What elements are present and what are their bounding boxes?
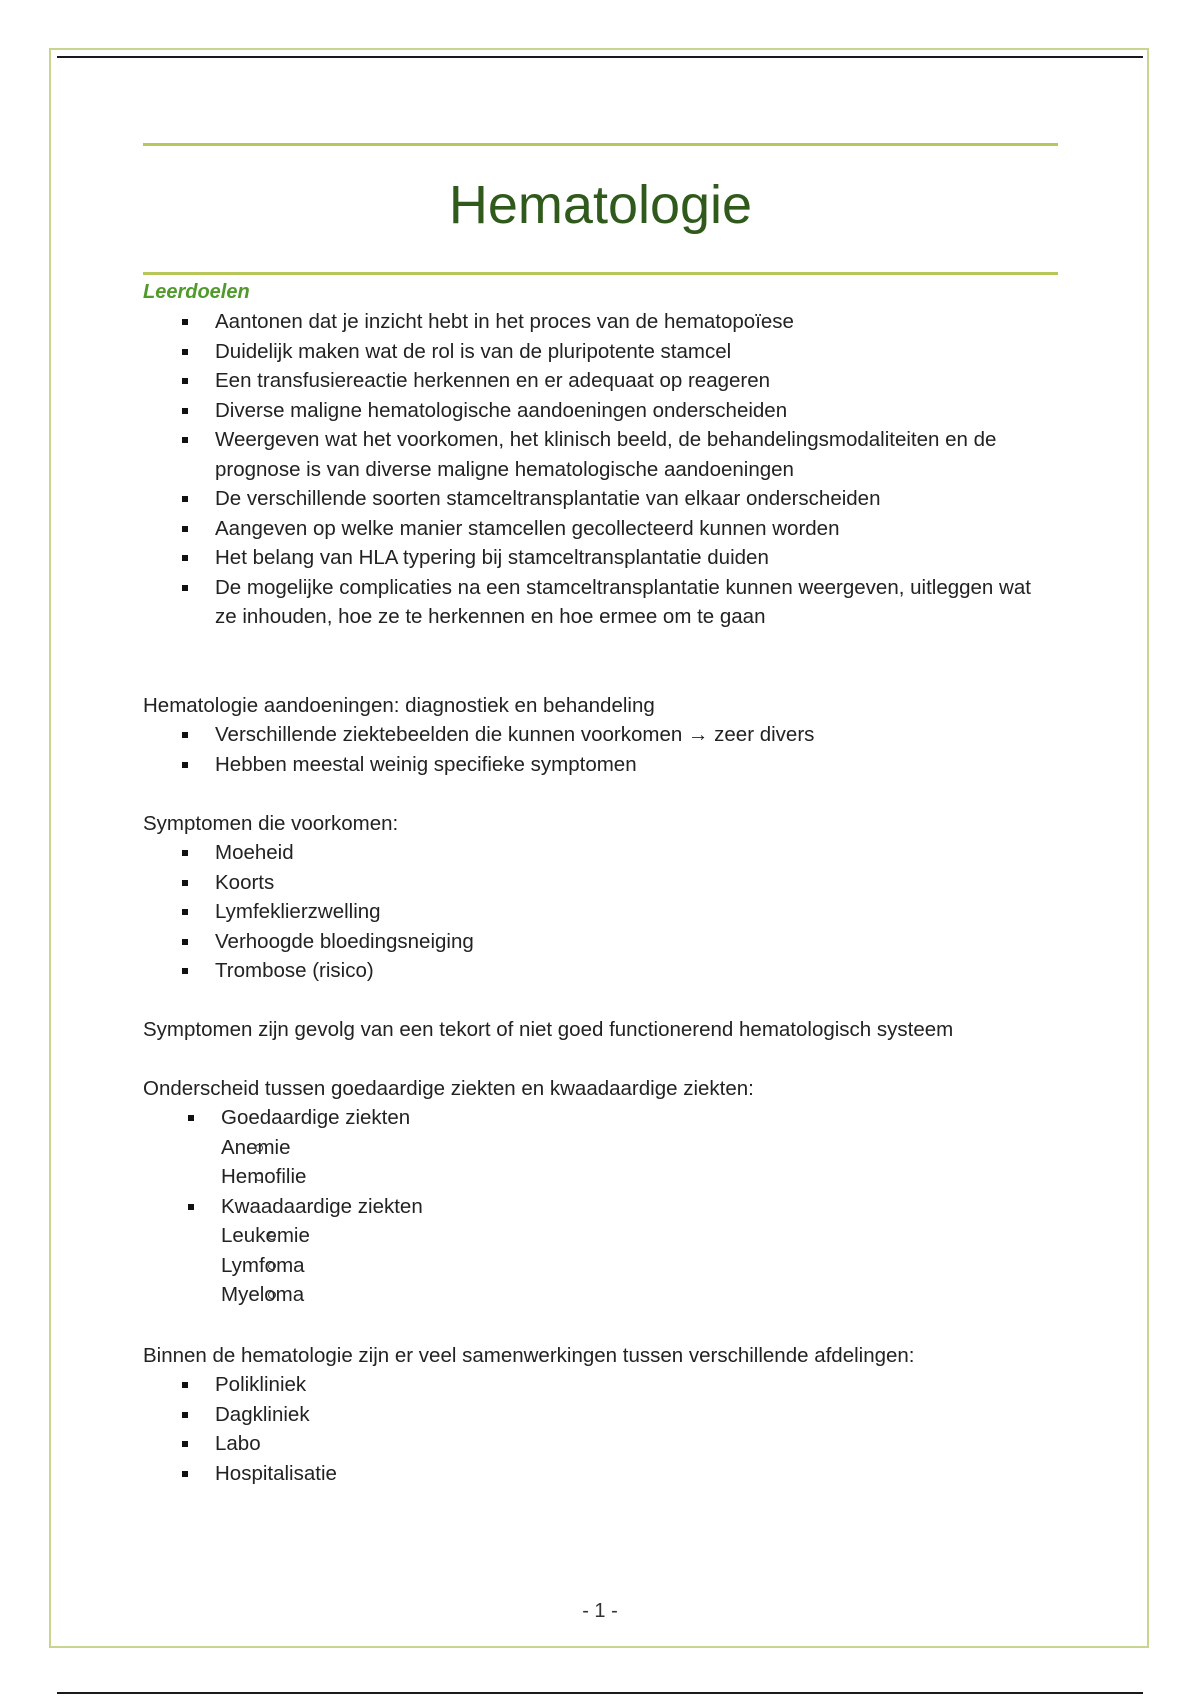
classification-list xyxy=(143,1103,1058,1310)
top-rule xyxy=(57,56,1143,58)
list-item: Kwaadaardige ziekten Leukemie Lymfoma Myeloma xyxy=(143,1192,1058,1310)
circle-bullet-icon xyxy=(255,1173,263,1181)
bullet-icon xyxy=(182,496,188,502)
classification-intro: Onderscheid tussen goedaardige ziekten en kwaadaardige ziekten: xyxy=(143,1077,754,1100)
benign-list xyxy=(143,1133,1058,1192)
bullet-icon xyxy=(188,1115,194,1121)
bullet-icon xyxy=(182,909,188,915)
circle-bullet-icon xyxy=(268,1232,276,1240)
page-number: - 1 - xyxy=(582,1600,618,1622)
list-item: Weergeven wat het voorkomen, het klinisch beeld, de behandelingsmodaliteiten en de prognose is van diverse maligne hematologische aandoeningen xyxy=(143,425,1058,484)
list-item: Goedaardige ziekten Anemie Hemofilie xyxy=(143,1103,1058,1192)
circle-bullet-icon xyxy=(268,1262,276,1270)
bullet-icon xyxy=(182,1471,188,1477)
list-item: Dagkliniek xyxy=(143,1400,1058,1430)
bullet-icon xyxy=(182,526,188,532)
learning-goals-list xyxy=(143,307,1058,632)
bullet-icon xyxy=(182,850,188,856)
bullet-icon xyxy=(182,585,188,591)
title-rule-bottom xyxy=(143,272,1058,275)
list-item: Het belang van HLA typering bij stamceltransplantatie duiden xyxy=(143,543,1058,573)
list-item: Hospitalisatie xyxy=(143,1459,1058,1489)
bullet-icon xyxy=(182,555,188,561)
page-title: Hematologie xyxy=(448,175,753,235)
circle-bullet-icon xyxy=(255,1144,263,1152)
diagnostics-list xyxy=(143,720,1058,779)
bullet-icon xyxy=(182,1441,188,1447)
bullet-icon xyxy=(182,968,188,974)
list-item: Hemofilie xyxy=(221,1165,307,1188)
list-item: De verschillende soorten stamceltransplantatie van elkaar onderscheiden xyxy=(143,484,1058,514)
malignant-list xyxy=(143,1221,1058,1310)
list-item: Lymfeklierzwelling xyxy=(143,897,1058,927)
circle-bullet-icon xyxy=(268,1291,276,1299)
list-item: Myeloma xyxy=(221,1283,305,1306)
bullet-icon xyxy=(182,378,188,384)
list-item: Lymfoma xyxy=(221,1253,305,1277)
collaboration-intro: Binnen de hematologie zijn er veel samenwerkingen tussen verschillende afdelingen: xyxy=(143,1344,915,1367)
bullet-icon xyxy=(182,1412,188,1418)
list-item: Aantonen dat je inzicht hebt in het proces van de hematopoïese xyxy=(143,307,1058,337)
bullet-icon xyxy=(182,319,188,325)
title-rule-top xyxy=(143,143,1058,146)
learning-goals-heading: Leerdoelen xyxy=(143,281,250,303)
list-item: Trombose (risico) xyxy=(143,956,1058,986)
list-item: Diverse maligne hematologische aandoeningen onderscheiden xyxy=(143,396,1058,426)
list-item: Leukemie xyxy=(221,1224,310,1247)
bullet-icon xyxy=(182,437,188,443)
bullet-icon xyxy=(182,880,188,886)
list-item: Hebben meestal weinig specifieke symptomen xyxy=(143,750,1058,780)
bullet-icon xyxy=(182,1382,188,1388)
list-item: Duidelijk maken wat de rol is van de pluripotente stamcel xyxy=(143,337,1058,367)
bullet-icon xyxy=(188,1204,194,1210)
symptoms-cause: Symptomen zijn gevolg van een tekort of niet goed functionerend hematologisch systeem xyxy=(143,1018,954,1041)
bottom-rule xyxy=(57,1692,1143,1694)
list-item: Anemie xyxy=(221,1135,291,1159)
list-item: Koorts xyxy=(143,868,1058,898)
list-item: Aangeven op welke manier stamcellen gecollecteerd kunnen worden xyxy=(143,514,1058,544)
list-item: Labo xyxy=(143,1429,1058,1459)
collaboration-list xyxy=(143,1370,1058,1488)
symptoms-intro: Symptomen die voorkomen: xyxy=(143,812,399,835)
diagnostics-intro: Hematologie aandoeningen: diagnostiek en behandeling xyxy=(143,694,655,717)
bullet-icon xyxy=(182,762,188,768)
list-item: Verschillende ziektebeelden die kunnen voorkomen → zeer divers xyxy=(143,720,1058,750)
list-item: Een transfusiereactie herkennen en er adequaat op reageren xyxy=(143,366,1058,396)
bullet-icon xyxy=(182,939,188,945)
list-item: Verhoogde bloedingsneiging xyxy=(143,927,1058,957)
list-item: De mogelijke complicaties na een stamceltransplantatie kunnen weergeven, uitleggen wat ze inhouden, hoe ze te herkennen en hoe ermee om te gaan xyxy=(143,573,1058,632)
bullet-icon xyxy=(182,408,188,414)
symptoms-list xyxy=(143,838,1058,986)
list-item: Moeheid xyxy=(143,838,1058,868)
bullet-icon xyxy=(182,732,188,738)
bullet-icon xyxy=(182,349,188,355)
list-item: Polikliniek xyxy=(143,1370,1058,1400)
